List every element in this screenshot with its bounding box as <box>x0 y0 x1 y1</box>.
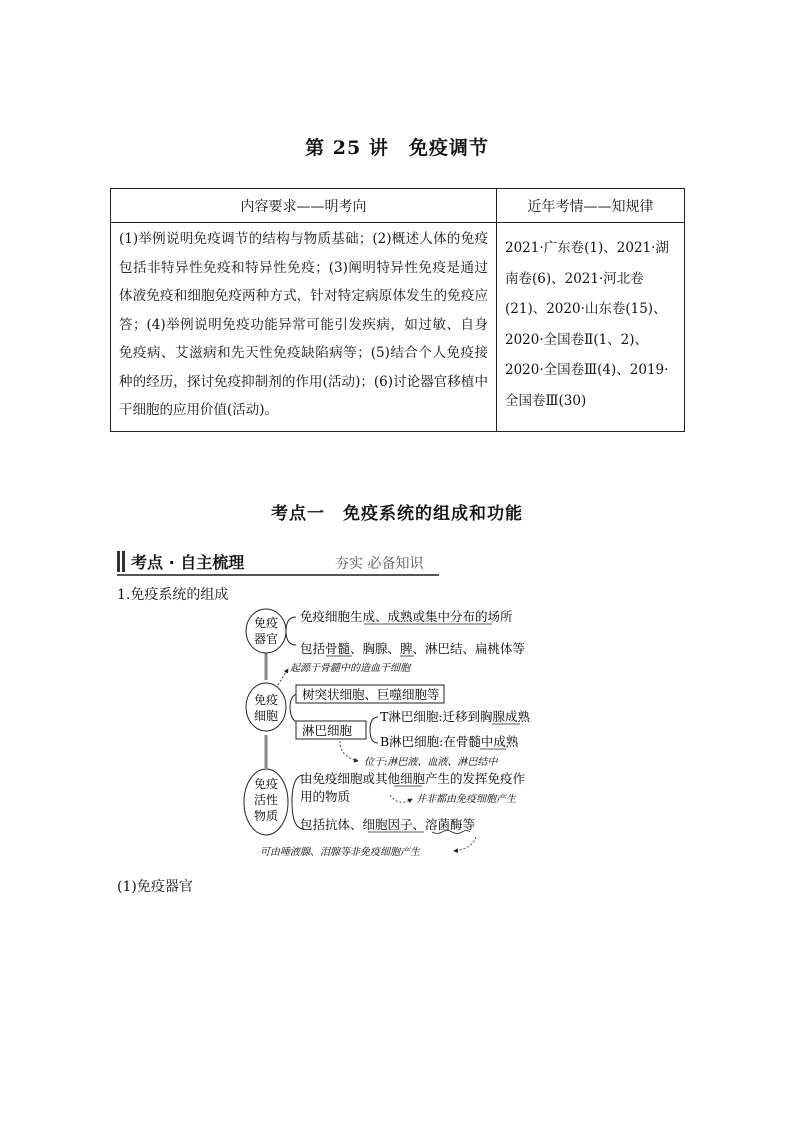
notall-arrow <box>390 795 412 802</box>
organ-list: 包括骨髓、胸腺、脾、淋巴结、扁桃体等 <box>300 641 526 656</box>
organ-brace <box>286 617 296 645</box>
section-title: 考点一 免疫系统的组成和功能 <box>271 504 523 524</box>
banner-subtitle: 夯实 必备知识 <box>335 556 424 572</box>
origin-arrow <box>278 669 288 685</box>
requirements-table <box>110 188 685 432</box>
substance-definition-cont: 用的物质 <box>300 789 351 804</box>
heading-immune-organs: (1)免疫器官 <box>117 879 193 895</box>
banner-bar-icon <box>117 551 120 572</box>
notall-note: 并非都由免疫细胞产生 <box>416 794 516 805</box>
banner-bar-icon <box>122 551 125 572</box>
cell-box-dendritic-text: 树突状细胞、巨噬细胞等 <box>302 687 440 702</box>
immune-system-diagram <box>240 605 560 860</box>
other-note: 可由唾液腺、泪腺等非免疫细胞产生 <box>260 847 420 858</box>
substance-definition: 由免疫细胞或其他细胞产生的发挥免疫作 <box>300 771 526 786</box>
oval-label: 免疫 <box>253 693 279 707</box>
oval-label: 物质 <box>253 809 279 823</box>
heading-immune-system-composition: 1.免疫系统的组成 <box>117 587 229 603</box>
lesson-title: 第 25 讲 免疫调节 <box>305 137 489 159</box>
section-banner <box>117 549 439 575</box>
immune-cell-oval <box>246 683 286 731</box>
oval-label: 活性 <box>253 793 279 807</box>
lymphocyte-brace <box>370 717 378 743</box>
banner-underline <box>117 574 439 576</box>
exam-trends-text: 2021·广东卷(1)、2021·湖南卷(6)、2021·河北卷(21)、2020·山东卷(15)、2020·全国卷Ⅱ(1、2)、2020·全国卷Ⅲ(4)、2019·全国卷Ⅲ(30) <box>497 223 685 432</box>
oval-label: 器官 <box>253 632 279 646</box>
b-cell-text: B淋巴细胞:在骨髓中成熟 <box>380 734 519 749</box>
location-note: 位于:淋巴液、血液、淋巴结中 <box>364 757 498 768</box>
table-header-row <box>111 189 685 223</box>
other-arrow <box>454 837 476 851</box>
organ-definition: 免疫细胞生成、成熟或集中分布的场所 <box>300 609 513 624</box>
oval-label: 免疫 <box>253 777 279 791</box>
cell-box-lymphocyte-text: 淋巴细胞 <box>302 723 353 738</box>
location-arrow <box>340 741 358 761</box>
oval-label: 免疫 <box>253 616 279 630</box>
banner-title: 考点 · 自主梳理 <box>131 553 245 572</box>
t-cell-text: T淋巴细胞:迁移到胸腺成熟 <box>380 709 531 724</box>
header-exam-trends: 近年考情——知规律 <box>497 189 685 223</box>
header-content-requirements: 内容要求——明考向 <box>111 189 497 223</box>
content-requirements-text: (1)举例说明免疫调节的结构与物质基础；(2)概述人体的免疫包括非特异性免疫和特异性免疫；(3)阐明特异性免疫是通过体液免疫和细胞免疫两种方式，针对特定病原体发生的免疫应答；(4)举例说明免疫功能异常可能引发疾病，如过敏、自身免疫病、艾滋病和先天性免疫缺陷病等；(5)结合个人免疫接种的经历，探讨免疫抑制剂的作用(活动)；(6)讨论器官移植中干细胞的应用价值(活动)。 <box>111 223 497 432</box>
table-row <box>111 223 685 432</box>
substance-list: 包括抗体、细胞因子、溶菌酶等 <box>300 817 476 832</box>
oval-label: 细胞 <box>253 709 279 723</box>
origin-note: 起源于骨髓中的造血干细胞 <box>290 663 410 674</box>
